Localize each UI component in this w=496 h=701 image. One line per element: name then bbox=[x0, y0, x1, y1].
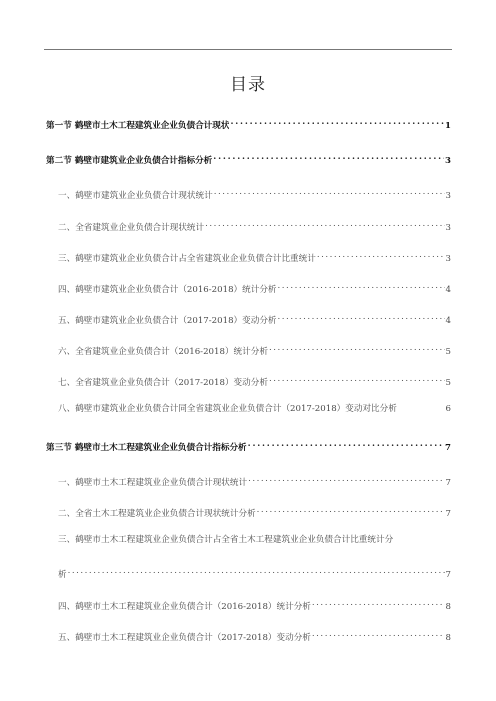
toc-entry-label: 二、全省建筑业企业负债合计现状统计 bbox=[58, 223, 205, 233]
toc-dot-leader bbox=[248, 473, 444, 485]
toc-page-number: 6 bbox=[445, 404, 451, 414]
toc-dot-leader bbox=[248, 438, 444, 450]
toc-page-number: 4 bbox=[445, 285, 451, 295]
toc-entry-label: 一、鹤壁市建筑业企业负债合计现状统计 bbox=[58, 191, 213, 201]
toc-section-entry[interactable] bbox=[46, 151, 451, 167]
toc-subsection-entry[interactable] bbox=[46, 534, 451, 546]
toc-entry-label: 四、鹤壁市建筑业企业负债合计（2016-2018）统计分析 bbox=[58, 285, 277, 295]
toc-entry-label: 五、鹤壁市土木工程建筑业企业负债合计（2017-2018）变动分析 bbox=[58, 633, 311, 643]
toc-dot-leader bbox=[230, 116, 444, 128]
toc-page-number: 1 bbox=[445, 121, 451, 131]
toc-page-number: 8 bbox=[445, 633, 451, 643]
table-of-contents bbox=[46, 0, 451, 701]
toc-subsection-entry[interactable] bbox=[46, 597, 451, 613]
toc-entry-label: 八、鹤壁市建筑业企业负债合计同全省建筑业企业负债合计（2017-2018）变动对比分析 bbox=[58, 404, 397, 414]
toc-subsection-entry[interactable] bbox=[46, 249, 451, 265]
toc-dot-leader bbox=[68, 565, 445, 577]
toc-entry-label: 一、鹤壁市土木工程建筑业企业负债合计现状统计 bbox=[58, 478, 248, 488]
toc-page-number: 7 bbox=[445, 478, 451, 488]
toc-dot-leader bbox=[312, 628, 445, 640]
toc-subsection-entry[interactable] bbox=[46, 218, 451, 234]
toc-entry-label: 四、鹤壁市土木工程建筑业企业负债合计（2016-2018）统计分析 bbox=[58, 602, 311, 612]
toc-subsection-entry[interactable] bbox=[46, 342, 451, 358]
toc-entry-label: 三、鹤壁市建筑业企业负债合计占全省建筑业企业负债合计比重统计 bbox=[58, 254, 316, 264]
toc-dot-leader bbox=[317, 249, 445, 261]
toc-page-number: 7 bbox=[445, 443, 451, 453]
toc-subsection-entry[interactable] bbox=[46, 403, 451, 415]
toc-subsection-entry[interactable] bbox=[46, 186, 451, 202]
toc-subsection-entry[interactable] bbox=[46, 473, 451, 489]
toc-page-number: 3 bbox=[445, 223, 451, 233]
toc-entry-label: 三、鹤壁市土木工程建筑业企业负债合计占全省土木工程建筑业企业负债合计比重统计分 bbox=[58, 535, 394, 545]
toc-dot-leader bbox=[312, 597, 445, 609]
toc-section-entry[interactable] bbox=[46, 116, 451, 132]
toc-subsection-entry[interactable] bbox=[46, 504, 451, 520]
toc-page-number: 7 bbox=[445, 509, 451, 519]
toc-dot-leader bbox=[257, 504, 445, 516]
page-title: 目录 bbox=[230, 75, 266, 95]
toc-page-number: 3 bbox=[445, 156, 451, 166]
toc-dot-leader bbox=[269, 342, 445, 354]
toc-subsection-entry[interactable] bbox=[46, 373, 451, 389]
toc-entry-label: 七、全省建筑业企业负债合计（2017-2018）变动分析 bbox=[58, 378, 268, 388]
toc-subsection-entry[interactable] bbox=[46, 280, 451, 296]
toc-page-number: 3 bbox=[445, 191, 451, 201]
toc-entry-label: 五、鹤壁市建筑业企业负债合计（2017-2018）变动分析 bbox=[58, 316, 277, 326]
toc-dot-leader bbox=[278, 280, 445, 292]
toc-page-number: 5 bbox=[445, 378, 451, 388]
toc-dot-leader bbox=[213, 151, 444, 163]
toc-page-number: 7 bbox=[445, 570, 451, 580]
toc-page-number: 5 bbox=[445, 347, 451, 357]
toc-subsection-entry[interactable] bbox=[46, 565, 451, 581]
toc-entry-label: 六、全省建筑业企业负债合计（2016-2018）统计分析 bbox=[58, 347, 268, 357]
toc-subsection-entry[interactable] bbox=[46, 311, 451, 327]
toc-entry-label: 第一节 鹤壁市土木工程建筑业企业负债合计现状 bbox=[46, 121, 230, 131]
toc-entry-label: 第三节 鹤壁市土木工程建筑业企业负债合计指标分析 bbox=[46, 443, 247, 453]
toc-dot-leader bbox=[269, 373, 445, 385]
toc-entry-label: 析 bbox=[58, 570, 67, 580]
toc-dot-leader bbox=[205, 218, 444, 230]
toc-page-number: 3 bbox=[445, 254, 451, 264]
toc-section-entry[interactable] bbox=[46, 438, 451, 454]
toc-dot-leader bbox=[278, 311, 445, 323]
toc-entry-label: 第二节 鹤壁市建筑业企业负债合计指标分析 bbox=[46, 156, 213, 166]
toc-entry-label: 二、全省土木工程建筑业企业负债合计现状统计分析 bbox=[58, 509, 256, 519]
toc-dot-leader bbox=[214, 186, 445, 198]
toc-subsection-entry[interactable] bbox=[46, 628, 451, 644]
toc-page-number: 8 bbox=[445, 602, 451, 612]
toc-page-number: 4 bbox=[445, 316, 451, 326]
